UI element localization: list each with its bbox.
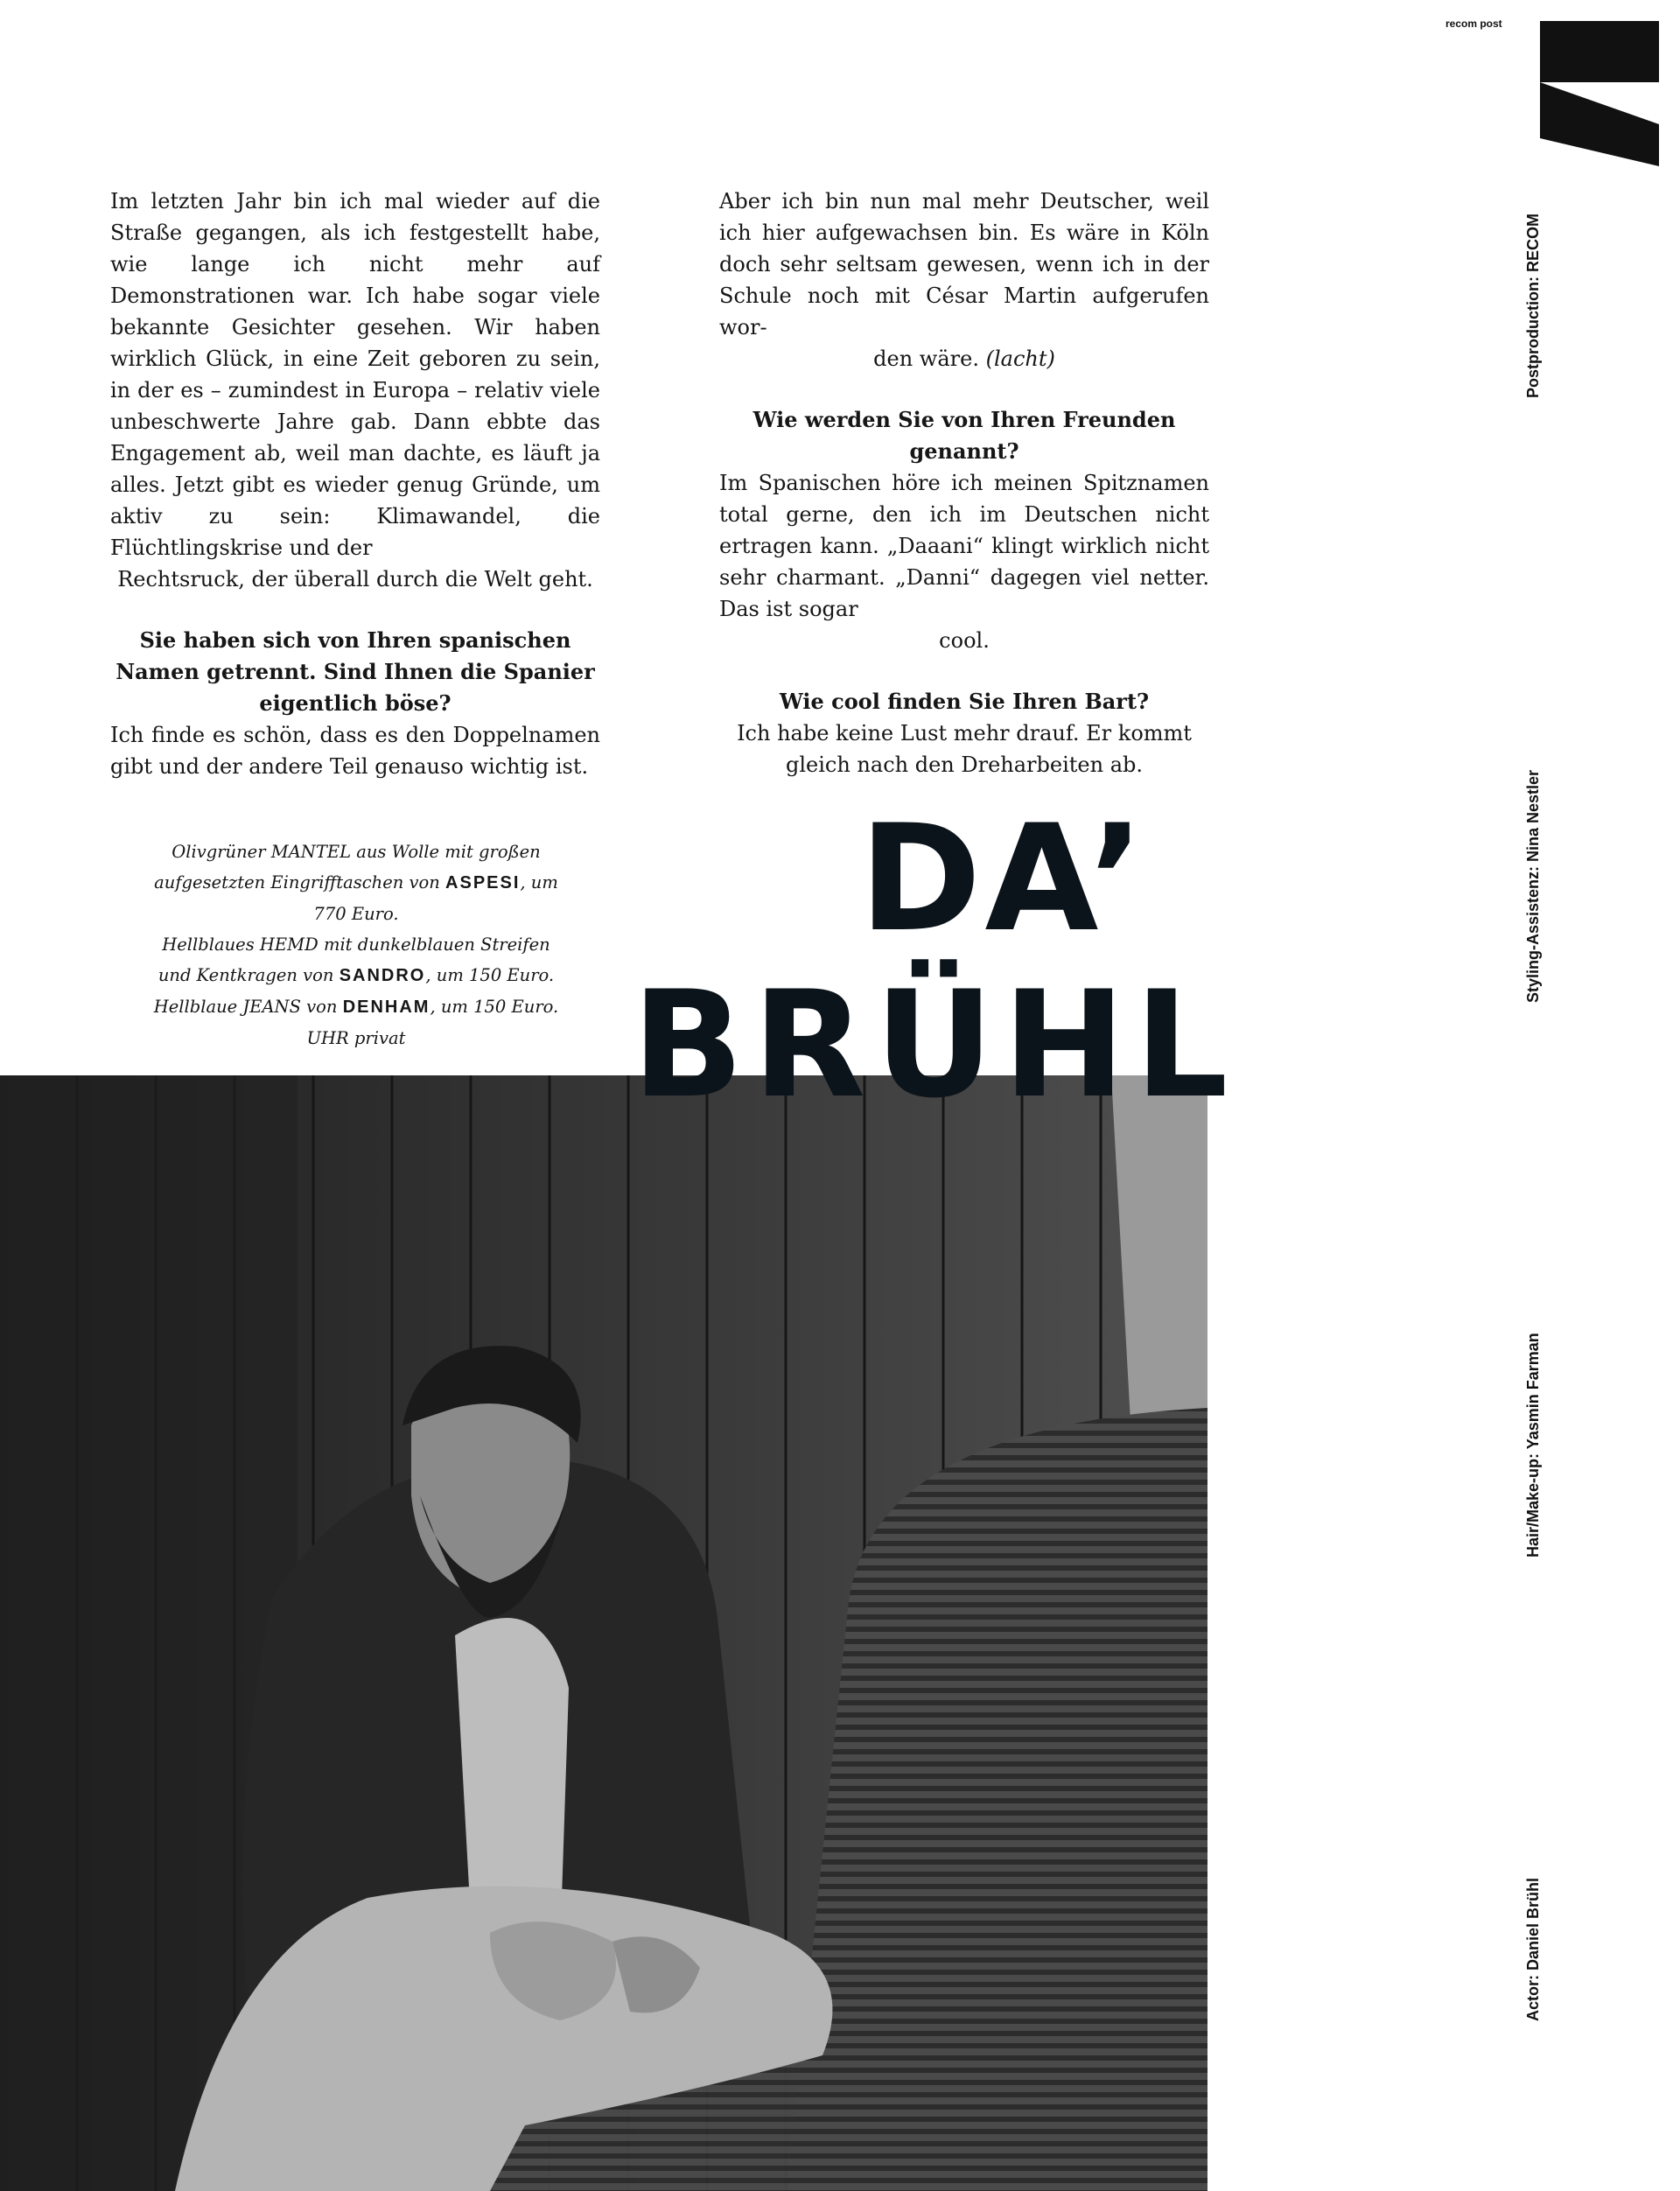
paragraph: Im letzten Jahr bin ich mal wieder auf die Straße gegangen, als ich festgestellt habe, wie lange ich nicht mehr auf Demonstrationen war. Ich habe sogar viele bekannte Gesichter gesehen. Wir haben wirklich Glück, in eine Zeit geboren zu sein, in der es – zumindest in Europa – relativ viele unbeschwerte Jahre gab. Dann ebbte das Engagement ab, weil man dachte, es läuft ja alles. Jetzt gibt es wieder genug Gründe, um aktiv zu sein: Klimawandel, die Flüchtlingskrise und der	[110, 189, 600, 560]
interview-question: Wie werden Sie von Ihren Freunden genannt?	[752, 407, 1176, 464]
caption-line: UHR privat	[306, 1028, 406, 1048]
credit-styling: Styling-Assistenz: Nina Nestler	[1524, 769, 1542, 1003]
logo-top-block	[1540, 21, 1659, 82]
caption-line: Olivgrüner MANTEL aus Wolle mit großen	[172, 842, 541, 862]
caption-text: , um 150 Euro.	[425, 965, 555, 985]
aside-lacht: (lacht)	[985, 346, 1055, 371]
paragraph: Aber ich bin nun mal mehr Deutscher, weil ich hier aufgewachsen bin. Es wäre in Köln doch sehr seltsam gewesen, wenn ich in der Schule noch mit César Martin aufgerufen wor-	[719, 189, 1209, 340]
paragraph-end-text: den wäre.	[873, 346, 979, 371]
credit-postproduction: Postproduction: RECOM	[1524, 214, 1542, 398]
brand-logo	[1540, 21, 1659, 172]
interview-question: Sie haben sich von Ihren spanischen Namen getrennt. Sind Ihnen die Spanier eigentlich böse?	[116, 627, 595, 716]
interview-question: Wie cool finden Sie Ihren Bart?	[779, 689, 1150, 714]
credit-hair-makeup: Hair/Make-up: Yasmin Farman	[1524, 1333, 1542, 1558]
caption-line: Hellblaues HEMD mit dunkelblauen Streifen	[162, 934, 550, 955]
headline-line-2: BRÜHL	[632, 959, 1237, 1130]
paragraph-end: cool.	[939, 628, 990, 653]
credit-actor: Actor: Daniel Brühl	[1524, 1877, 1542, 2021]
interview-answer: Ich habe keine Lust mehr drauf. Er kommt gleich nach den Dreharbeiten ab.	[737, 721, 1192, 777]
portrait-photo	[0, 1075, 1208, 2191]
fashion-caption	[140, 836, 572, 1054]
interview-answer: Im Spanischen höre ich meinen Spitznamen total gerne, den ich im Deutschen nicht ertragen kann. „Daaani“ klingt wirklich nicht sehr charmant. „Danni“ dagegen viel netter. Das ist sogar	[719, 471, 1209, 621]
caption-text: aufgesetzten Eingrifftaschen von	[154, 872, 440, 892]
caption-line	[140, 867, 572, 929]
article-column-left	[110, 186, 600, 782]
paragraph-end: Rechtsruck, der überall durch die Welt geht.	[117, 567, 593, 592]
article-column-right	[719, 186, 1209, 780]
brand-label: recom post	[1446, 18, 1502, 30]
paragraph-end	[719, 343, 1209, 374]
caption-text: , um 150 Euro.	[430, 997, 559, 1017]
headline-line-1: DA’	[859, 793, 1148, 964]
brand-sandro: SANDRO	[339, 966, 426, 985]
caption-text: Hellblaue JEANS von	[153, 997, 338, 1017]
caption-text: und Kentkragen von	[158, 965, 334, 985]
caption-line	[140, 960, 572, 991]
interview-answer: Ich finde es schön, dass es den Doppelnamen gibt und der andere Teil genauso wichtig ist.	[110, 723, 600, 779]
brand-aspesi: ASPESI	[445, 873, 521, 892]
caption-line	[140, 991, 572, 1023]
caption-text: , um 770 Euro.	[313, 872, 558, 924]
brand-denham: DENHAM	[342, 998, 430, 1017]
portrait-illustration	[0, 1075, 1208, 2191]
logo-slant-block	[1540, 82, 1659, 166]
